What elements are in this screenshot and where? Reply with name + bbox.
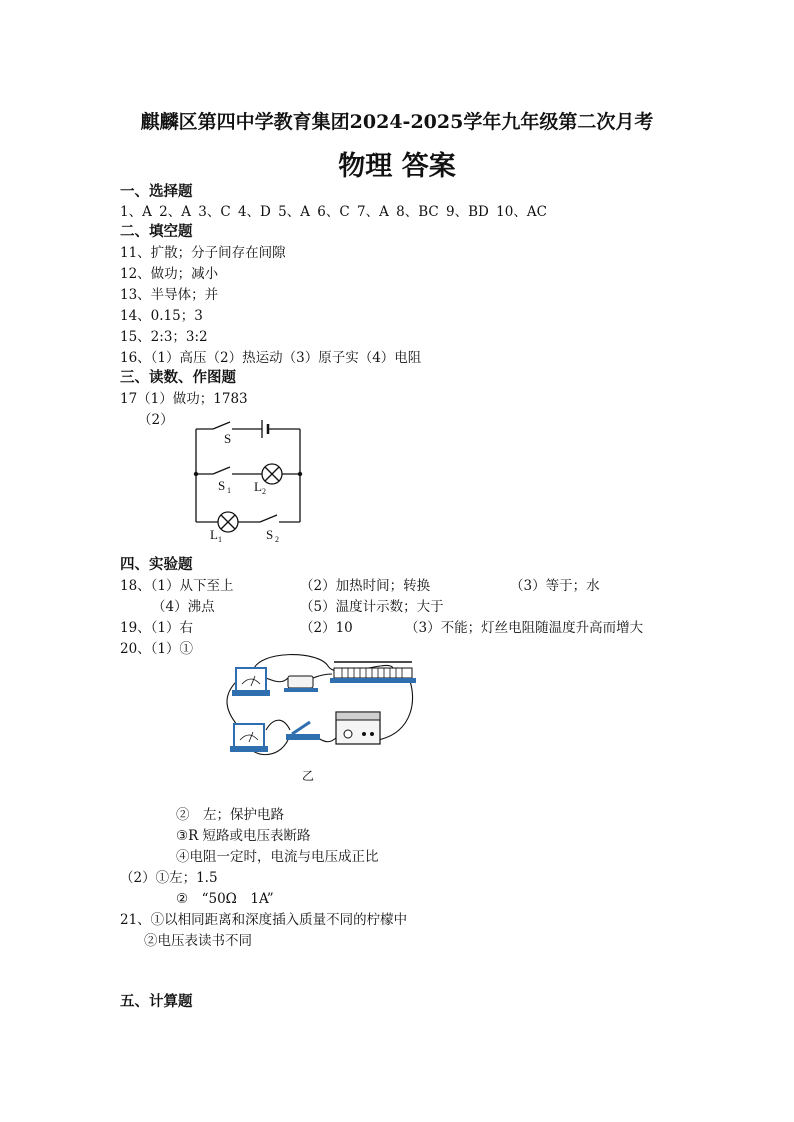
answer-line: 11、扩散；分子间存在间隙 — [120, 245, 286, 261]
resistor-icon — [284, 676, 318, 692]
document-title: 麒麟区第四中学教育集团2024-2025学年九年级第二次月考 — [140, 111, 654, 133]
label-s2-sub: 2 — [275, 535, 279, 544]
switch-s2 — [260, 515, 277, 522]
ammeter-icon — [232, 668, 270, 696]
answer-line: （2）加热时间；转换 — [300, 578, 431, 594]
answer-line: 21、①以相同距离和深度插入质量不同的柠檬中 — [120, 912, 408, 928]
answer-line: 15、2:3；3:2 — [120, 329, 208, 345]
label-l2-sub: 2 — [262, 487, 266, 496]
answer-line: 17（1）做功；1783 — [120, 391, 248, 407]
answer-line: （2） — [138, 412, 174, 428]
section-heading-choice: 一、选择题 — [120, 184, 193, 200]
label-l1-sub: 1 — [218, 535, 222, 544]
answer-line: （2）①左；1.5 — [120, 870, 218, 886]
answer-line: ③R 短路或电压表断路 — [176, 828, 311, 844]
switch-s — [213, 422, 230, 429]
label-s1: S — [218, 478, 226, 493]
answer-line: 14、0.15；3 — [120, 308, 203, 324]
switch-icon — [286, 722, 320, 740]
circuit-diagram — [180, 412, 320, 547]
experiment-apparatus-figure — [218, 648, 418, 784]
answer-line: （2）10 — [300, 620, 353, 636]
answer-line: ② 左；保护电路 — [176, 807, 284, 823]
switch-s1 — [213, 467, 230, 474]
section-heading-experiment: 四、实验题 — [120, 557, 193, 573]
section-heading-calculation: 五、计算题 — [120, 994, 193, 1010]
answer-line: ④电阻一定时，电流与电压成正比 — [176, 849, 379, 865]
power-supply-icon — [336, 712, 380, 744]
label-s: S — [224, 431, 232, 446]
section-heading-reading: 三、读数、作图题 — [120, 370, 236, 386]
answer-line: （5）温度计示数；大于 — [300, 599, 444, 615]
label-l1: L — [210, 527, 218, 542]
answer-line: 16、（1）高压（2）热运动（3）原子实（4）电阻 — [120, 350, 422, 366]
answer-line: （3）不能；灯丝电阻随温度升高而增大 — [405, 620, 644, 636]
section-heading-fill: 二、填空题 — [120, 224, 193, 240]
answer-line: 18、（1）从下至上 — [120, 578, 234, 594]
figure-caption: 乙 — [302, 769, 315, 783]
answer-line: 12、做功；减小 — [120, 266, 219, 282]
voltmeter-icon — [230, 724, 268, 752]
label-s1-sub: 1 — [227, 486, 231, 495]
answer-line: （3）等于；水 — [510, 578, 600, 594]
answer-line: 13、半导体；并 — [120, 287, 219, 303]
label-l2: L — [254, 479, 262, 494]
label-s2: S — [266, 527, 274, 542]
answer-line: 19、（1）右 — [120, 620, 194, 636]
choice-answers: 1、A 2、A 3、C 4、D 5、A 6、C 7、A 8、BC 9、BD 10、AC — [120, 204, 547, 220]
rheostat-icon — [330, 662, 416, 683]
answer-line: ② “50Ω 1A” — [176, 891, 274, 907]
answer-line: （4）沸点 — [152, 599, 215, 615]
answer-line: 20、（1）① — [120, 641, 194, 657]
document-subtitle: 物理 答案 — [338, 151, 456, 182]
answer-line: ②电压表读书不同 — [144, 933, 252, 949]
